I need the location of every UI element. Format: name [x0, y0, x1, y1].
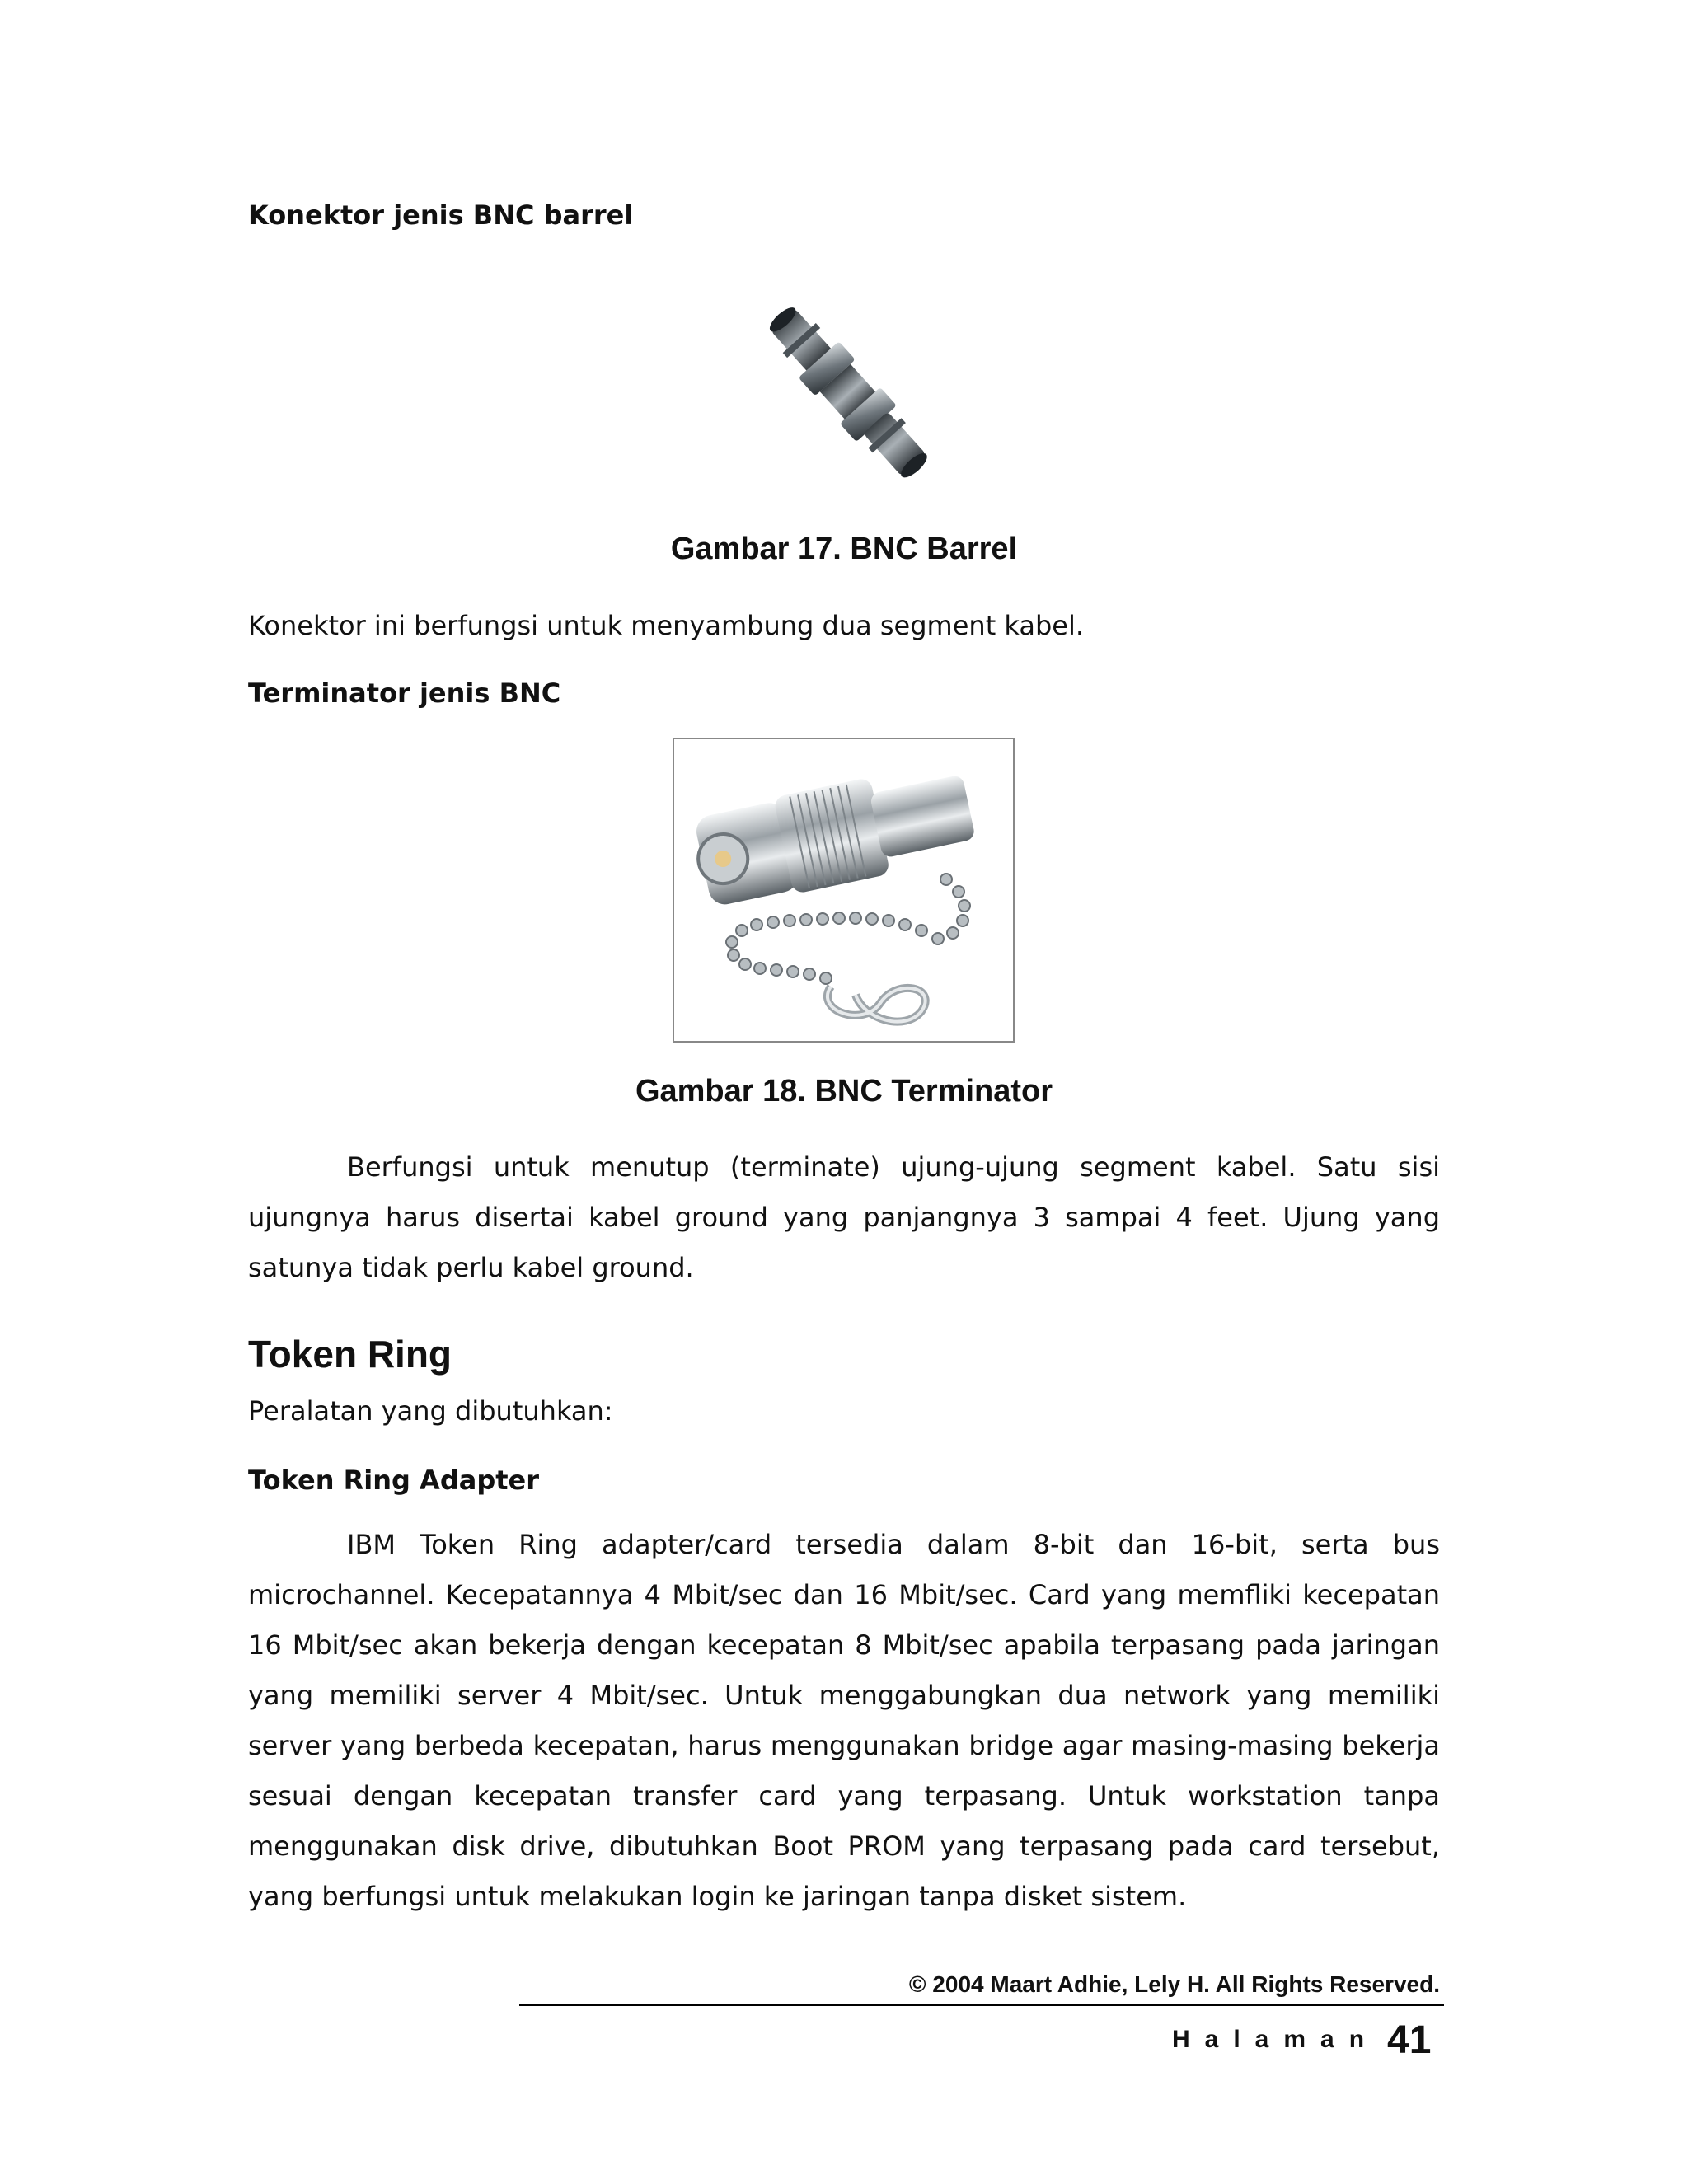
bnc-barrel-image — [725, 290, 973, 496]
bnc-terminator-icon — [674, 739, 1013, 1041]
bnc-barrel-icon — [725, 290, 973, 496]
terminator-paragraph: Berfungsi untuk menutup (terminate) ujung-ujung segment kabel. Satu sisi ujungnya harus disertai kabel ground yang panjangnya 3 sampai 4 feet. Ujung yang satunya tidak perlu kabel ground. — [248, 1151, 1440, 1283]
footer-copyright: © 2004 Maart Adhie, Lely H. All Rights Reserved. — [908, 1971, 1440, 1997]
footer-page-number: 41 — [1387, 2018, 1432, 2062]
bnc-terminator-image — [673, 738, 1015, 1043]
token-ring-intro: Peralatan yang dibutuhkan: — [248, 1395, 613, 1427]
bnc-barrel-description: Konektor ini berfungsi untuk menyambung dua segment kabel. — [248, 610, 1085, 641]
heading-terminator-bnc: Terminator jenis BNC — [248, 677, 561, 709]
heading-token-ring-adapter: Token Ring Adapter — [248, 1465, 539, 1496]
footer-divider — [519, 2004, 1444, 2006]
heading-bnc-barrel: Konektor jenis BNC barrel — [248, 199, 634, 231]
token-ring-adapter-paragraph: IBM Token Ring adapter/card tersedia dalam 8-bit dan 16-bit, serta bus microchannel. Kecepatannya 4 Mbit/sec dan 16 Mbit/sec. Card yang memfliki kecepatan 16 Mbit/sec akan bekerja dengan kecepatan 8 Mbit/sec apabila terpasang pada jaringan yang memiliki server 4 Mbit/sec. Untuk menggabungkan dua network yang memiliki server yang berbeda kecepatan, harus menggunakan bridge agar masing-masing bekerja sesuai dengan kecepatan transfer card yang terpasang. Untuk workstation tanpa menggunakan disk drive, dibutuhkan Boot PROM yang terpasang pada card tersebut, yang berfungsi untuk melakukan login ke jaringan tanpa disket sistem. — [248, 1529, 1440, 1912]
footer-page-label: Halaman — [1172, 2026, 1380, 2053]
figure-17-caption: Gambar 17. BNC Barrel — [670, 532, 1018, 566]
figure-18-caption: Gambar 18. BNC Terminator — [635, 1074, 1053, 1108]
section-title-token-ring: Token Ring — [248, 1333, 452, 1376]
